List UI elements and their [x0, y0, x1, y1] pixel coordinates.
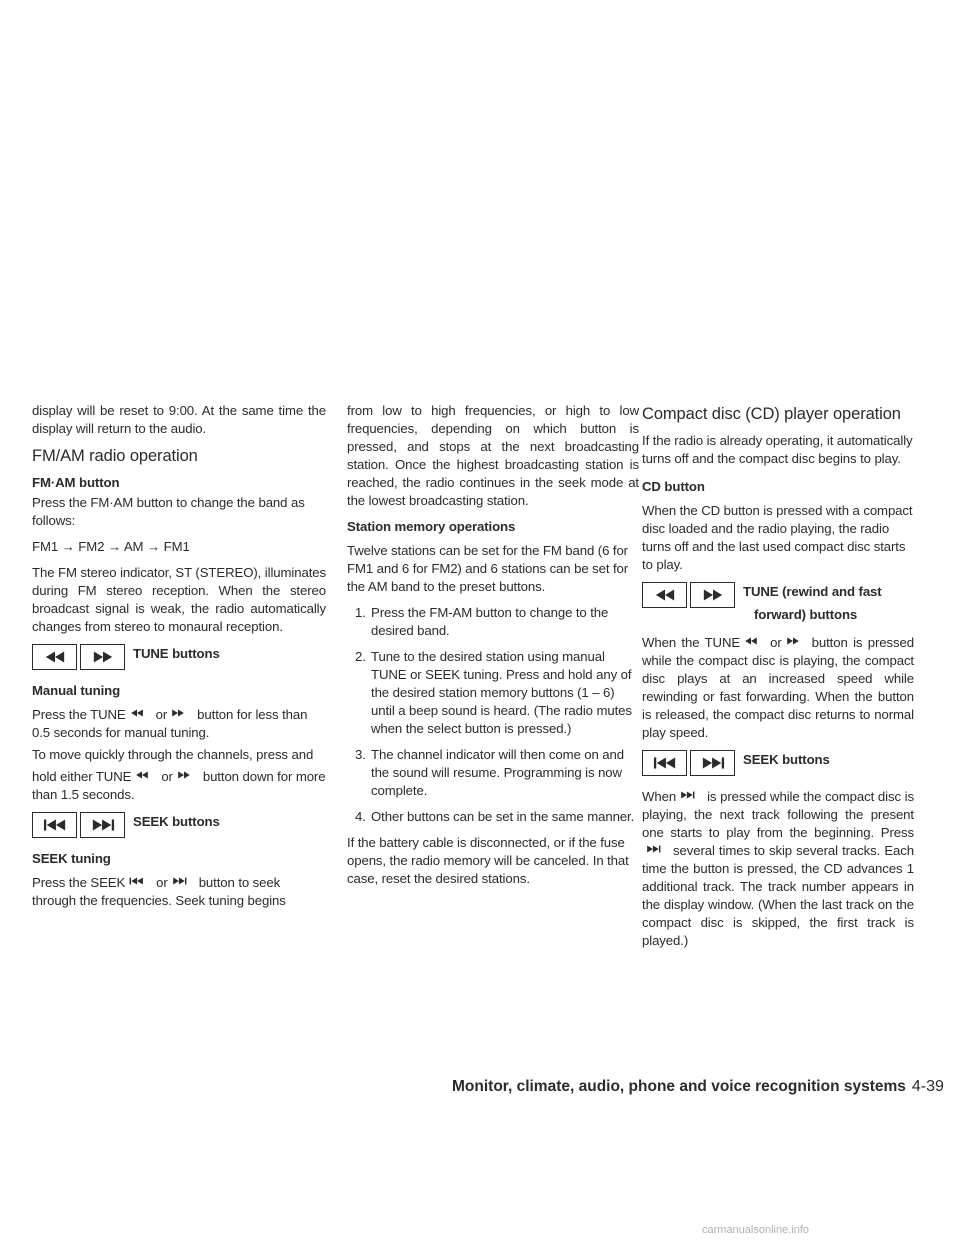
previous-track-icon: [129, 877, 144, 885]
rewind-icon: [130, 709, 144, 717]
band-sequence: FM1 → FM2 → AM → FM1: [32, 539, 190, 554]
cd-seek-buttons-figure: [642, 750, 914, 776]
seek-tuning-text-a: Press the SEEK: [32, 875, 126, 890]
page-number: 4-39: [911, 1078, 944, 1095]
step-text: Press the FM-AM button to change to the desired band.: [371, 605, 609, 638]
list-item: [347, 648, 639, 738]
seek-buttons-label: SEEK buttons: [133, 814, 220, 829]
rewind-button-figure: [32, 644, 77, 670]
previous-track-button-figure: [642, 750, 687, 776]
intro-paragraph: display will be reset to 9:00. At the same time the display will return to the audio.: [32, 403, 326, 436]
seek-tuning-text-b: or: [156, 875, 168, 890]
next-track-icon: [646, 845, 661, 853]
seek-tuning-title: SEEK tuning: [32, 851, 111, 866]
next-track-button-figure: [690, 750, 735, 776]
list-item: [347, 604, 639, 640]
page-footer: [452, 1078, 944, 1096]
list-item: [347, 808, 639, 826]
cd-tune-label-line1: TUNE (rewind and fast: [743, 584, 882, 599]
section-heading-cd: Compact disc (CD) player operation: [642, 405, 901, 423]
seek-buttons-figure: [32, 812, 326, 838]
fast-forward-button-figure: [80, 644, 125, 670]
section-heading-fm-am: FM/AM radio operation: [32, 447, 198, 465]
fast-forward-icon: [702, 589, 724, 601]
step-text: The channel indicator will then come on and the sound will resume. Programming is now complete.: [371, 747, 625, 798]
fast-forward-icon: [92, 651, 114, 663]
fast-forward-button-figure: [690, 582, 735, 608]
manual-tuning-title: Manual tuning: [32, 683, 121, 698]
rewind-icon: [744, 637, 758, 645]
battery-paragraph: If the battery cable is disconnected, or if the fuse opens, the radio memory will be canceled. In that case, reset the desired stations.: [347, 835, 629, 886]
manual-tuning-text-d: hold either TUNE: [32, 769, 132, 784]
footer-title: Monitor, climate, audio, phone and voice recognition systems: [452, 1078, 906, 1095]
fmam-button-title: FM·AM button: [32, 475, 120, 490]
step-number: 1.: [355, 605, 366, 620]
cd-intro-paragraph: If the radio is already operating, it automatically turns off and the compact disc begins to play.: [642, 433, 913, 466]
seek-tuning-text-c: button to seek through the frequencies. Seek tuning begins: [32, 875, 286, 908]
watermark: carmanualsonline.info: [702, 1224, 810, 1236]
cd-tune-buttons-figure: [642, 582, 914, 608]
manual-tuning-text-a: Press the TUNE: [32, 707, 126, 722]
column-middle: [347, 402, 639, 896]
manual-tuning-text-e: or: [161, 769, 173, 784]
cd-tune-label-line2: forward) buttons: [754, 607, 858, 622]
next-track-button-figure: [80, 812, 125, 838]
cd-seek-paragraph: [642, 788, 914, 950]
cd-tune-text-b: or: [770, 635, 782, 650]
step-text: Other buttons can be set in the same manner.: [371, 809, 635, 824]
step-number: 4.: [355, 809, 366, 824]
rewind-icon: [654, 589, 676, 601]
stereo-paragraph: The FM stereo indicator, ST (STEREO), illuminates during FM stereo reception. When the stereo broadcast signal is weak, the radio automatically changes from stereo to monaural reception.: [32, 565, 326, 634]
previous-track-icon: [43, 819, 67, 831]
cd-button-title: CD button: [642, 479, 705, 494]
station-memory-steps: [347, 604, 639, 826]
fast-forward-icon: [786, 637, 800, 645]
next-track-icon: [680, 791, 695, 799]
station-memory-paragraph: Twelve stations can be set for the FM band (6 for FM1 and 6 for FM2) and 6 stations can be set for the AM band to the preset buttons.: [347, 543, 629, 594]
cd-tune-paragraph: [642, 634, 914, 742]
step-text: Tune to the desired station using manual TUNE or SEEK tuning. Press and hold any of the desired station memory buttons (1 – 6) until a beep sound is heard. (The radio mutes when the select button is pressed.): [371, 649, 632, 736]
tune-buttons-figure: [32, 644, 326, 670]
seek-continuation-paragraph: from low to high frequencies, or high to low frequencies, depending on which button is pressed, and stops at the next broadcasting station. Once the highest broadcasting station is reached, the radio continues in the seek mode at the lowest broadcasting station.: [347, 403, 639, 508]
cd-tune-text-c: button is pressed while the compact disc is playing, the compact disc plays at an increased speed while rewinding or fast forwarding. When the button is released, the compact disc returns to normal play speed.: [642, 635, 914, 740]
fast-forward-icon: [177, 771, 191, 779]
step-number: 3.: [355, 747, 366, 762]
cd-seek-text-b: is pressed while the compact disc is playing, the next track following the present one starts to play from the beginning.: [642, 789, 914, 840]
manual-tuning-paragraph-3: [32, 768, 326, 804]
manual-tuning-text-f: button down for more than 1.5 seconds.: [32, 769, 326, 802]
fmam-paragraph: Press the FM·AM button to change the band as follows:: [32, 495, 305, 528]
cd-seek-buttons-label: SEEK buttons: [743, 752, 830, 767]
rewind-icon: [135, 771, 149, 779]
tune-buttons-label: TUNE buttons: [133, 646, 220, 661]
cd-seek-text-d: several times to skip several tracks. Each time the button is pressed, the CD advances 1 additional track. The track number appears in the display window. (When the last track on the compact disc is skipped, the first track is played.): [642, 843, 914, 948]
manual-tuning-paragraph-1: [32, 706, 326, 742]
station-memory-title: Station memory operations: [347, 519, 516, 534]
rewind-icon: [44, 651, 66, 663]
cd-button-paragraph: When the CD button is pressed with a compact disc loaded and the radio playing, the radio turns off and the last used compact disc starts to play.: [642, 503, 913, 572]
next-track-icon: [91, 819, 115, 831]
manual-tuning-text-c: button for less than 0.5 seconds for manual tuning.: [32, 707, 308, 740]
cd-seek-text-a: When: [642, 789, 677, 804]
rewind-button-figure: [642, 582, 687, 608]
next-track-icon: [172, 877, 187, 885]
cd-tune-text-a: When the TUNE: [642, 635, 741, 650]
cd-seek-text-c: Press: [880, 825, 914, 840]
column-right: [642, 402, 914, 958]
seek-tuning-paragraph: [32, 874, 326, 910]
list-item: [347, 746, 639, 800]
fast-forward-icon: [171, 709, 185, 717]
previous-track-icon: [653, 757, 677, 769]
next-track-icon: [701, 757, 725, 769]
step-number: 2.: [355, 649, 366, 664]
manual-tuning-paragraph-2: To move quickly through the channels, press and: [32, 747, 314, 762]
previous-track-button-figure: [32, 812, 77, 838]
column-left: [32, 402, 326, 918]
manual-tuning-text-b: or: [155, 707, 168, 722]
